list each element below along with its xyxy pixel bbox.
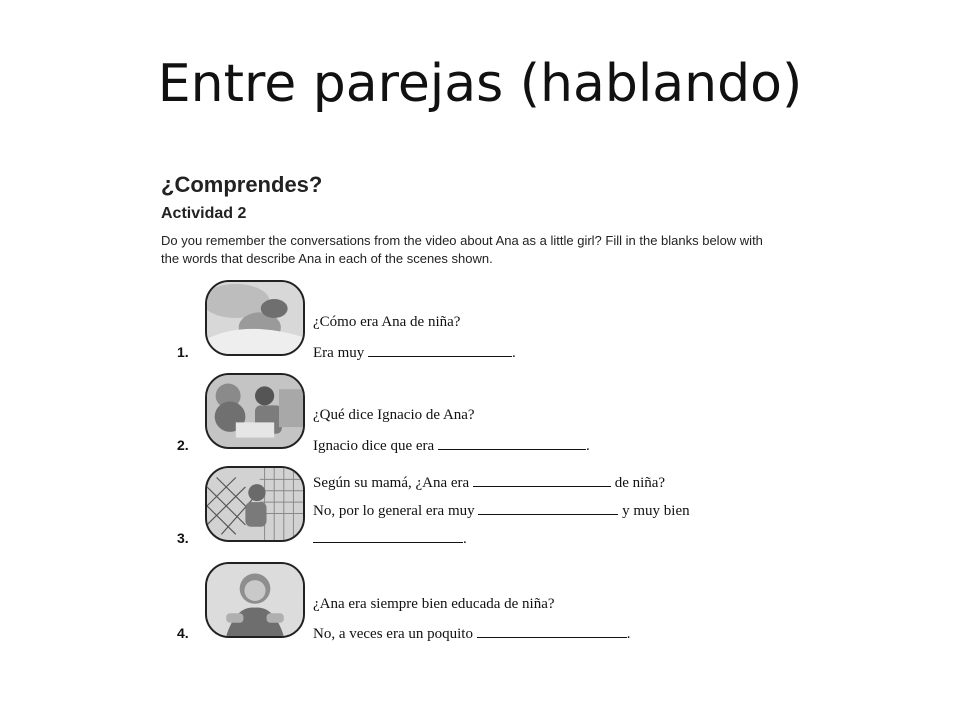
answer-blank[interactable] [313, 530, 463, 543]
answer-suffix: . [626, 626, 631, 642]
question-prefix: Según su mamá, ¿Ana era [313, 475, 470, 491]
worksheet-image [161, 172, 801, 656]
item-number: 2. [177, 437, 189, 453]
answer-line [313, 502, 690, 520]
item-number: 3. [177, 530, 189, 546]
answer-line [313, 437, 590, 455]
scene-photo-2 [205, 373, 305, 449]
answer-prefix: Era muy [313, 345, 365, 361]
answer-prefix: Ignacio dice que era [313, 438, 435, 454]
instructions-text: Do you remember the conversations from the video about Ana as a little girl? Fill in the blanks below with the words that describe Ana in each of the scenes shown. [161, 233, 763, 266]
answer-line [313, 625, 630, 643]
worksheet-heading: ¿Comprendes? [161, 172, 323, 197]
answer-middle: y muy bien [622, 503, 690, 519]
answer-prefix: No, a veces era un poquito [313, 626, 473, 642]
question-line [313, 474, 665, 492]
answer-suffix: . [463, 531, 467, 547]
answer-blank[interactable] [477, 625, 627, 638]
scene-photo-3 [205, 466, 305, 542]
answer-line [313, 344, 516, 362]
question-suffix: de niña? [614, 475, 666, 491]
question-line: ¿Ana era siempre bien educada de niña? [313, 596, 555, 612]
answer-blank[interactable] [473, 474, 611, 487]
answer-blank[interactable] [478, 502, 618, 515]
answer-prefix: No, por lo general era muy [313, 503, 475, 519]
activity-label: Actividad 2 [161, 205, 247, 222]
question-line: ¿Cómo era Ana de niña? [313, 314, 461, 330]
item-number: 4. [177, 625, 189, 641]
answer-blank[interactable] [368, 344, 512, 357]
slide-title: Entre parejas (hablando) [157, 54, 803, 114]
answer-suffix: . [585, 438, 590, 454]
answer-blank[interactable] [438, 437, 586, 450]
scene-photo-4 [205, 562, 305, 638]
scene-photo-1 [205, 280, 305, 356]
item-number: 1. [177, 344, 189, 360]
answer-suffix: . [511, 345, 516, 361]
answer-continuation [313, 530, 467, 548]
question-line: ¿Qué dice Ignacio de Ana? [313, 407, 475, 423]
